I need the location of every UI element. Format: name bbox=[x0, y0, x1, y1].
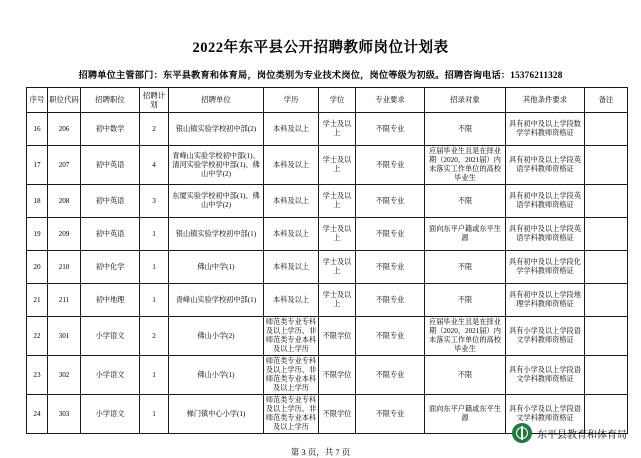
cell-degree: 学士及以上 bbox=[319, 251, 356, 284]
cell-degree: 学士及以上 bbox=[319, 113, 356, 146]
cell-degree: 不限学位 bbox=[319, 395, 356, 434]
cell-other: 具有初中及以上学段数学学科教师资格证 bbox=[506, 113, 585, 146]
cell-target: 应届毕业生且是在择业期（2020、2021届）内未落实工作单位的高校毕业生 bbox=[425, 317, 506, 356]
column-header-seq: 序号 bbox=[27, 88, 48, 113]
cell-target: 不限 bbox=[425, 251, 506, 284]
cell-target: 面向东平户籍或东平生源 bbox=[425, 218, 506, 251]
cell-other: 具有小学及以上学段语文学科教师资格证 bbox=[506, 395, 585, 434]
table-row bbox=[27, 185, 628, 218]
cell-degree: 学士及以上 bbox=[319, 284, 356, 317]
cell-major: 不限专业 bbox=[356, 284, 425, 317]
cell-other: 具有初中及以上学段英语学科教师资格证 bbox=[506, 185, 585, 218]
cell-code: 210 bbox=[48, 251, 81, 284]
cell-code: 303 bbox=[48, 395, 81, 434]
cell-unit: 佛山中学(1) bbox=[169, 251, 264, 284]
cell-target: 不限 bbox=[425, 185, 506, 218]
cell-other: 具有初中及以上学段化学学科教师资格证 bbox=[506, 251, 585, 284]
cell-other: 具有初中及以上学段英语学科教师资格证 bbox=[506, 146, 585, 185]
cell-code: 302 bbox=[48, 356, 81, 395]
cell-plan: 2 bbox=[140, 317, 169, 356]
cell-unit: 银山镇实验学校初中部(1) bbox=[169, 218, 264, 251]
column-header-plan: 招聘计划 bbox=[140, 88, 169, 113]
page-number: 第 3 页，共 7 页 bbox=[290, 447, 351, 457]
cell-plan: 1 bbox=[140, 218, 169, 251]
cell-position: 小学语文 bbox=[81, 356, 140, 395]
cell-position: 初中地理 bbox=[81, 284, 140, 317]
cell-major: 不限专业 bbox=[356, 251, 425, 284]
column-header-unit: 招聘单位 bbox=[169, 88, 264, 113]
cell-seq: 16 bbox=[27, 113, 48, 146]
cell-major: 不限专业 bbox=[356, 113, 425, 146]
cell-unit: 佛山小学(1) bbox=[169, 356, 264, 395]
page-title: 2022年东平县公开招聘教师岗位计划表 bbox=[192, 40, 449, 56]
cell-code: 209 bbox=[48, 218, 81, 251]
table-row bbox=[27, 284, 628, 317]
cell-degree: 学士及以上 bbox=[319, 146, 356, 185]
cell-code: 211 bbox=[48, 284, 81, 317]
cell-remark bbox=[585, 113, 628, 146]
cell-major: 不限专业 bbox=[356, 317, 425, 356]
cell-degree: 学士及以上 bbox=[319, 185, 356, 218]
cell-degree: 学士及以上 bbox=[319, 218, 356, 251]
cell-seq: 21 bbox=[27, 284, 48, 317]
cell-seq: 23 bbox=[27, 356, 48, 395]
cell-other: 具有初中及以上学段地理学科教师资格证 bbox=[506, 284, 585, 317]
cell-position: 小学语文 bbox=[81, 317, 140, 356]
cell-seq: 20 bbox=[27, 251, 48, 284]
table-header bbox=[27, 88, 628, 113]
column-header-code: 职位代码 bbox=[48, 88, 81, 113]
table-row bbox=[27, 146, 628, 185]
cell-other: 具有小学及以上学段语文学科教师资格证 bbox=[506, 356, 585, 395]
column-header-position: 招聘职位 bbox=[81, 88, 140, 113]
cell-position: 初中化学 bbox=[81, 251, 140, 284]
cell-major: 不限专业 bbox=[356, 395, 425, 434]
cell-position: 初中英语 bbox=[81, 185, 140, 218]
cell-plan: 1 bbox=[140, 251, 169, 284]
table-row bbox=[27, 356, 628, 395]
document-subtitle: 招聘单位主管部门：东平县教育和体育局，岗位类别为专业技术岗位，岗位等级为初级。招聘咨询电话：15376211328 bbox=[78, 70, 563, 80]
column-header-remark: 备注 bbox=[585, 88, 628, 113]
cell-major: 不限专业 bbox=[356, 356, 425, 395]
cell-plan: 1 bbox=[140, 284, 169, 317]
cell-remark bbox=[585, 185, 628, 218]
cell-remark bbox=[585, 284, 628, 317]
cell-seq: 24 bbox=[27, 395, 48, 434]
cell-seq: 22 bbox=[27, 317, 48, 356]
cell-remark bbox=[585, 146, 628, 185]
cell-other: 具有小学及以上学段语文学科教师资格证 bbox=[506, 317, 585, 356]
table-row bbox=[27, 317, 628, 356]
cell-unit: 佛山小学(2) bbox=[169, 317, 264, 356]
column-header-other: 其他条件要求 bbox=[506, 88, 585, 113]
cell-code: 208 bbox=[48, 185, 81, 218]
cell-unit: 青峰山实验学校初中部(1) bbox=[169, 284, 264, 317]
cell-education: 师范类专业专科及以上学历、非师范类专业本科及以上学历 bbox=[264, 356, 319, 395]
publisher-watermark bbox=[512, 423, 627, 443]
table-header-row bbox=[27, 88, 628, 113]
cell-remark bbox=[585, 356, 628, 395]
cell-seq: 18 bbox=[27, 185, 48, 218]
cell-target: 不限 bbox=[425, 113, 506, 146]
cell-code: 207 bbox=[48, 146, 81, 185]
cell-code: 301 bbox=[48, 317, 81, 356]
cell-remark bbox=[585, 317, 628, 356]
cell-position: 小学语文 bbox=[81, 395, 140, 434]
table-row bbox=[27, 251, 628, 284]
cell-plan: 1 bbox=[140, 356, 169, 395]
cell-major: 不限专业 bbox=[356, 218, 425, 251]
cell-plan: 4 bbox=[140, 146, 169, 185]
cell-target: 应届毕业生且是在择业期（2020、2021届）内未落实工作单位的高校毕业生 bbox=[425, 146, 506, 185]
cell-education: 本科及以上 bbox=[264, 218, 319, 251]
cell-target: 不限 bbox=[425, 356, 506, 395]
cell-unit: 青峰山实验学校初中部(1)、清河实验学校初中部(1)、佛山中学(2) bbox=[169, 146, 264, 185]
cell-plan: 1 bbox=[140, 395, 169, 434]
circle-logo-icon bbox=[512, 423, 532, 443]
cell-unit: 东厦实验学校初中部(1)、佛山中学(2) bbox=[169, 185, 264, 218]
table-row bbox=[27, 113, 628, 146]
cell-target: 面向东平户籍或东平生源 bbox=[425, 395, 506, 434]
column-header-education: 学历 bbox=[264, 88, 319, 113]
cell-seq: 17 bbox=[27, 146, 48, 185]
cell-education: 本科及以上 bbox=[264, 113, 319, 146]
cell-education: 师范类专业专科及以上学历、非师范类专业本科及以上学历 bbox=[264, 395, 319, 434]
cell-major: 不限专业 bbox=[356, 185, 425, 218]
table-row bbox=[27, 218, 628, 251]
job-plan-table bbox=[26, 87, 628, 434]
cell-position: 初中英语 bbox=[81, 218, 140, 251]
table-body bbox=[27, 113, 628, 434]
cell-remark bbox=[585, 218, 628, 251]
cell-education: 本科及以上 bbox=[264, 146, 319, 185]
column-header-degree: 学位 bbox=[319, 88, 356, 113]
column-header-target: 招录对象 bbox=[425, 88, 506, 113]
cell-degree: 不限学位 bbox=[319, 317, 356, 356]
cell-position: 初中数学 bbox=[81, 113, 140, 146]
cell-target: 不限 bbox=[425, 284, 506, 317]
cell-position: 初中英语 bbox=[81, 146, 140, 185]
publisher-name: 东平县教育和体育局 bbox=[537, 429, 627, 441]
column-header-major: 专业要求 bbox=[356, 88, 425, 113]
cell-plan: 2 bbox=[140, 113, 169, 146]
cell-other: 具有初中及以上学段英语学科教师资格证 bbox=[506, 218, 585, 251]
cell-code: 206 bbox=[48, 113, 81, 146]
cell-plan: 3 bbox=[140, 185, 169, 218]
cell-degree: 不限学位 bbox=[319, 356, 356, 395]
cell-unit: 梯门镇中心小学(1) bbox=[169, 395, 264, 434]
cell-education: 师范类专业专科及以上学历、非师范类专业本科及以上学历 bbox=[264, 317, 319, 356]
cell-education: 本科及以上 bbox=[264, 251, 319, 284]
cell-education: 本科及以上 bbox=[264, 185, 319, 218]
cell-seq: 19 bbox=[27, 218, 48, 251]
cell-unit: 银山镇实验学校初中部(2) bbox=[169, 113, 264, 146]
cell-major: 不限专业 bbox=[356, 146, 425, 185]
cell-remark bbox=[585, 251, 628, 284]
cell-education: 本科及以上 bbox=[264, 284, 319, 317]
